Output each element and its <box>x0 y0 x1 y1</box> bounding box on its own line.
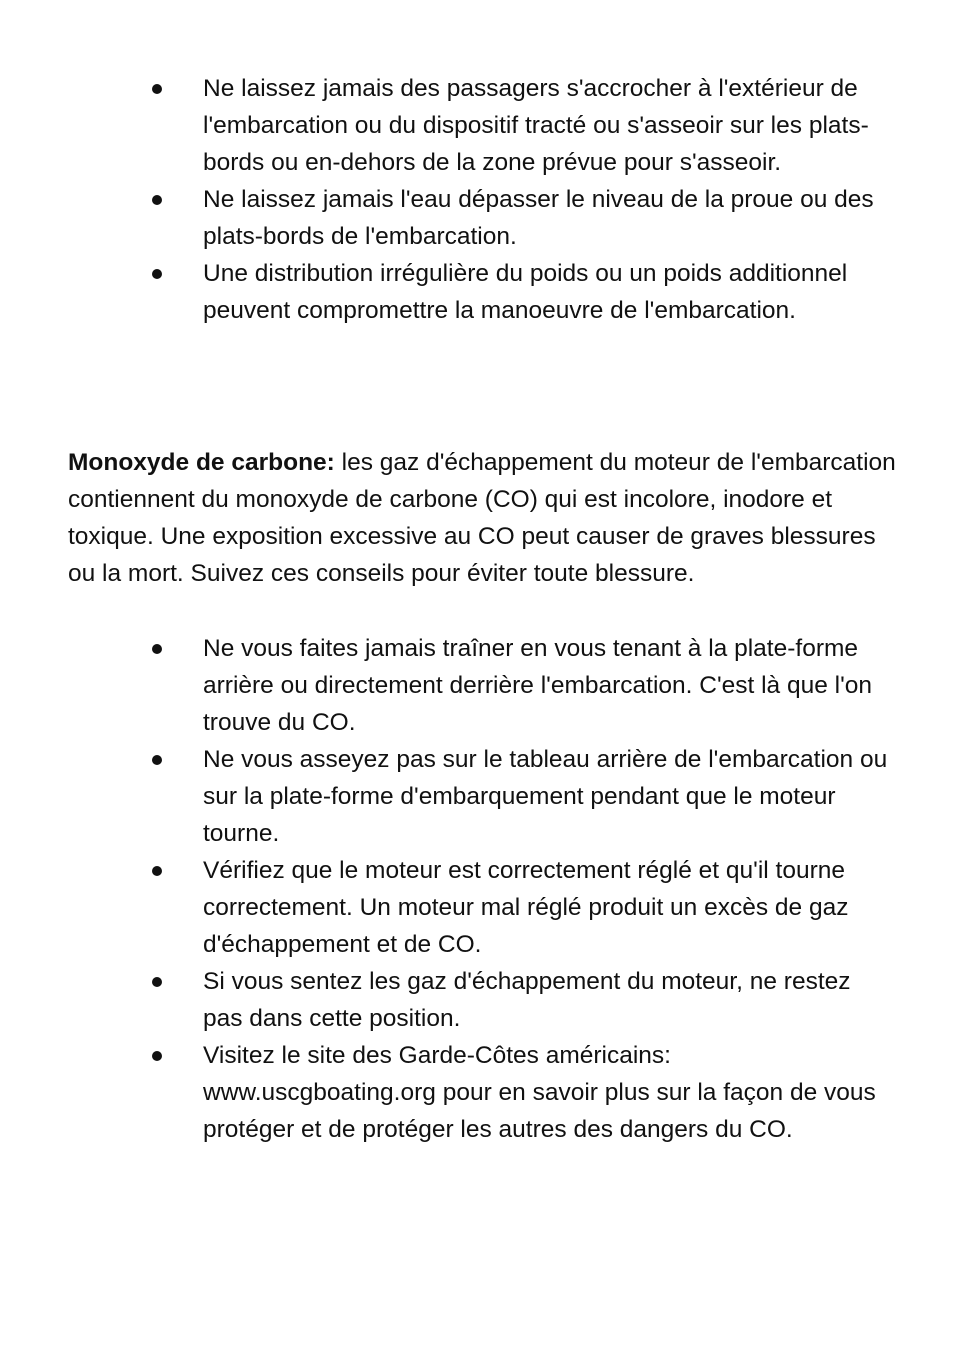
bullet-icon <box>152 741 164 778</box>
bullet-icon <box>152 852 164 889</box>
list-item <box>0 1037 954 1148</box>
list-item-text: Si vous sentez les gaz d'échappement du moteur, ne restez pas dans cette position. <box>203 968 851 1032</box>
list-item <box>0 630 954 741</box>
list-item-text: Ne laissez jamais l'eau dépasser le niveau de la proue ou des plats-bords de l'embarcation. <box>203 186 874 250</box>
carbon-monoxide-text: les gaz d'échappement du moteur de l'embarcation contiennent du monoxyde de carbone (CO) qui est incolore, inodore et toxique. Une exposition excessive au CO peut causer de graves blessures ou la mort. Suivez ces conseils pour éviter toute blessure. <box>68 449 896 587</box>
list-item <box>0 852 954 963</box>
list-item <box>0 70 954 181</box>
bullet-icon <box>152 255 164 292</box>
bullet-icon <box>152 181 164 218</box>
bullet-icon <box>152 630 164 667</box>
list-item-text: Visitez le site des Garde-Côtes américains: www.uscgboating.org pour en savoir plus sur la façon de vous protéger et de protéger les autres des dangers du CO. <box>203 1042 876 1143</box>
safety-bullet-list <box>0 70 954 329</box>
bullet-icon <box>152 1037 164 1074</box>
list-item <box>0 741 954 852</box>
list-item-text: Ne vous asseyez pas sur le tableau arrière de l'embarcation ou sur la plate-forme d'embarquement pendant que le moteur tourne. <box>203 746 888 847</box>
bullet-icon <box>152 963 164 1000</box>
carbon-monoxide-bullet-list <box>0 630 954 1148</box>
list-item-text: Ne vous faites jamais traîner en vous tenant à la plate-forme arrière ou directement derrière l'embarcation. C'est là que l'on trouve du CO. <box>203 635 873 736</box>
bullet-icon <box>152 70 164 107</box>
list-item <box>0 181 954 255</box>
list-item-text: Vérifiez que le moteur est correctement réglé et qu'il tourne correctement. Un moteur mal réglé produit un excès de gaz d'échappement et de CO. <box>203 857 849 958</box>
list-item-text: Ne laissez jamais des passagers s'accrocher à l'extérieur de l'embarcation ou du dispositif tracté ou s'asseoir sur les plats-bords ou en-dehors de la zone prévue pour s'asseoir. <box>203 75 869 176</box>
list-item <box>0 963 954 1037</box>
carbon-monoxide-paragraph <box>68 444 898 592</box>
list-item <box>0 255 954 329</box>
list-item-text: Une distribution irrégulière du poids ou un poids additionnel peuvent compromettre la manoeuvre de l'embarcation. <box>203 260 848 324</box>
carbon-monoxide-term: Monoxyde de carbone: <box>68 449 335 476</box>
